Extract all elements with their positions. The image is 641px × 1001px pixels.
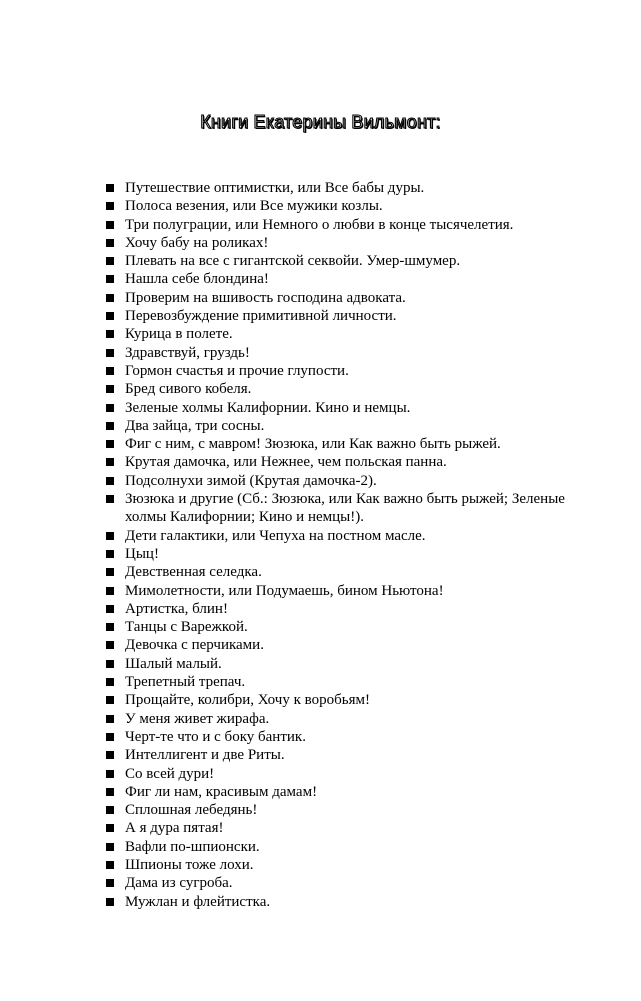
list-item (106, 893, 566, 911)
book-title: Сплошная лебедянь! (125, 802, 258, 819)
square-bullet-icon (106, 312, 114, 320)
book-title: А я дура пятая! (125, 820, 224, 837)
list-item (106, 819, 566, 837)
book-list (106, 179, 566, 911)
square-bullet-icon (106, 184, 114, 192)
square-bullet-icon (106, 404, 114, 412)
square-bullet-icon (106, 824, 114, 832)
book-title: Крутая дамочка, или Нежнее, чем польская панна. (125, 454, 447, 471)
list-item (106, 765, 566, 783)
list-item (106, 582, 566, 600)
list-item (106, 216, 566, 234)
square-bullet-icon (106, 458, 114, 466)
book-title: Полоса везения, или Все мужики козлы. (125, 198, 383, 215)
book-title: У меня живет жирафа. (125, 710, 270, 727)
book-title: Зеленые холмы Калифорнии. Кино и немцы. (125, 399, 411, 416)
square-bullet-icon (106, 715, 114, 723)
book-title: Хочу бабу на роликах! (125, 234, 269, 251)
list-item (106, 636, 566, 654)
square-bullet-icon (106, 385, 114, 393)
book-title: Девочка с перчиками. (125, 637, 264, 654)
list-item (106, 545, 566, 563)
list-item (106, 618, 566, 636)
book-title: Мужлан и флейтистка. (125, 893, 271, 910)
square-bullet-icon (106, 879, 114, 887)
book-title: Цыц! (125, 545, 159, 562)
book-title: Зюзюка и другие (Сб.: Зюзюка, или Как важно быть рыжей; Зеленые холмы Калифорнии; Кино и немцы!). (125, 491, 565, 526)
list-item (106, 435, 566, 453)
page-title: Книги Екатерины Вильмонт: (200, 112, 441, 132)
square-bullet-icon (106, 733, 114, 741)
book-title: Со всей дури! (125, 765, 215, 782)
list-item (106, 655, 566, 673)
square-bullet-icon (106, 294, 114, 302)
list-item (106, 234, 566, 252)
list-item (106, 801, 566, 819)
square-bullet-icon (106, 221, 114, 229)
list-item (106, 325, 566, 343)
list-item (106, 728, 566, 746)
square-bullet-icon (106, 861, 114, 869)
book-title: Дети галактики, или Чепуха на постном масле. (125, 527, 426, 544)
book-title: Трепетный трепач. (125, 674, 246, 691)
list-item (106, 710, 566, 728)
book-title: Три полуграции, или Немного о любви в конце тысячелетия. (125, 216, 514, 233)
square-bullet-icon (106, 275, 114, 283)
list-item (106, 490, 566, 527)
book-title: Черт-те что и с боку бантик. (125, 728, 306, 745)
book-title: Вафли по-шпионски. (125, 838, 260, 855)
list-item (106, 399, 566, 417)
square-bullet-icon (106, 898, 114, 906)
square-bullet-icon (106, 422, 114, 430)
square-bullet-icon (106, 440, 114, 448)
list-item (106, 307, 566, 325)
book-title: Интеллигент и две Риты. (125, 747, 285, 764)
list-item (106, 380, 566, 398)
square-bullet-icon (106, 806, 114, 814)
square-bullet-icon (106, 367, 114, 375)
square-bullet-icon (106, 568, 114, 576)
square-bullet-icon (106, 202, 114, 210)
square-bullet-icon (106, 696, 114, 704)
square-bullet-icon (106, 641, 114, 649)
square-bullet-icon (106, 330, 114, 338)
book-title: Танцы с Варежкой. (125, 619, 248, 636)
square-bullet-icon (106, 477, 114, 485)
book-title: Перевозбуждение примитивной личности. (125, 308, 397, 325)
square-bullet-icon (106, 257, 114, 265)
book-title: Курица в полете. (125, 326, 233, 343)
list-item (106, 252, 566, 270)
square-bullet-icon (106, 239, 114, 247)
list-item (106, 472, 566, 490)
list-item (106, 453, 566, 471)
square-bullet-icon (106, 751, 114, 759)
list-item (106, 874, 566, 892)
book-title: Подсолнухи зимой (Крутая дамочка-2). (125, 472, 377, 489)
list-item (106, 527, 566, 545)
list-item (106, 289, 566, 307)
book-title: Фиг с ним, с мавром! Зюзюка, или Как важно быть рыжей. (125, 436, 501, 453)
list-item (106, 838, 566, 856)
square-bullet-icon (106, 495, 114, 503)
list-item (106, 344, 566, 362)
book-title: Фиг ли нам, красивым дамам! (125, 783, 318, 800)
list-item (106, 179, 566, 197)
list-item (106, 417, 566, 435)
square-bullet-icon (106, 349, 114, 357)
list-item (106, 600, 566, 618)
book-title: Проверим на вшивость господина адвоката. (125, 289, 406, 306)
book-title: Здравствуй, груздь! (125, 344, 250, 361)
list-item (106, 197, 566, 215)
book-title: Шпионы тоже лохи. (125, 856, 254, 873)
book-title: Плевать на все с гигантской секвойи. Умер-шмумер. (125, 253, 461, 270)
book-title: Два зайца, три сосны. (125, 417, 265, 434)
square-bullet-icon (106, 587, 114, 595)
book-title: Путешествие оптимистки, или Все бабы дуры. (125, 180, 425, 196)
book-title: Бред сивого кобеля. (125, 381, 252, 398)
square-bullet-icon (106, 843, 114, 851)
list-item (106, 856, 566, 874)
square-bullet-icon (106, 532, 114, 540)
book-title: Артистка, блин! (125, 600, 228, 617)
book-title: Мимолетности, или Подумаешь, бином Ньютона! (125, 582, 444, 599)
book-title: Прощайте, колибри, Хочу к воробьям! (125, 692, 370, 709)
square-bullet-icon (106, 605, 114, 613)
book-title: Дама из сугроба. (125, 875, 233, 892)
square-bullet-icon (106, 550, 114, 558)
square-bullet-icon (106, 678, 114, 686)
square-bullet-icon (106, 788, 114, 796)
book-title: Девственная селедка. (125, 564, 262, 581)
list-item (106, 673, 566, 691)
square-bullet-icon (106, 623, 114, 631)
square-bullet-icon (106, 770, 114, 778)
list-item (106, 563, 566, 581)
list-item (106, 783, 566, 801)
list-item (106, 362, 566, 380)
square-bullet-icon (106, 660, 114, 668)
list-item (106, 691, 566, 709)
book-title: Шалый малый. (125, 655, 222, 672)
list-item (106, 270, 566, 288)
list-item (106, 746, 566, 764)
book-title: Гормон счастья и прочие глупости. (125, 362, 349, 379)
book-title: Нашла себе блондина! (125, 271, 269, 288)
